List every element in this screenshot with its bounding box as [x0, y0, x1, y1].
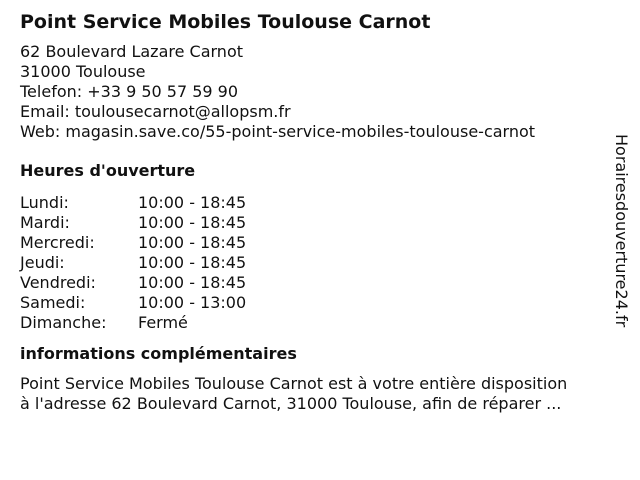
- info-heading: informations complémentaires: [20, 344, 297, 363]
- hours-day: Jeudi:: [20, 253, 65, 272]
- hours-day: Lundi:: [20, 193, 69, 212]
- hours-day: Samedi:: [20, 293, 86, 312]
- hours-time: 10:00 - 18:45: [138, 213, 247, 232]
- hours-day: Mardi:: [20, 213, 70, 232]
- hours-time: 10:00 - 18:45: [138, 273, 247, 292]
- hours-row-saturday: [20, 293, 610, 313]
- hours-table: [20, 193, 610, 333]
- hours-day: Dimanche:: [20, 313, 107, 332]
- address-city: 31000 Toulouse: [20, 62, 146, 81]
- info-description-line-1: Point Service Mobiles Toulouse Carnot est à votre entière disposition: [20, 374, 568, 393]
- hours-time: 10:00 - 13:00: [138, 293, 247, 312]
- hours-row-friday: [20, 273, 610, 293]
- hours-day: Vendredi:: [20, 273, 96, 292]
- store-card: [20, 10, 610, 414]
- hours-time: 10:00 - 18:45: [138, 253, 247, 272]
- phone-line: Telefon: +33 9 50 57 59 90: [20, 82, 239, 101]
- hours-row-sunday: [20, 313, 610, 333]
- brand-watermark: Horairesdouverture24.fr: [612, 134, 631, 328]
- address-street: 62 Boulevard Lazare Carnot: [20, 42, 244, 61]
- info-description-line-2: à l'adresse 62 Boulevard Carnot, 31000 Toulouse, afin de réparer ...: [20, 394, 562, 413]
- hours-time: 10:00 - 18:45: [138, 193, 247, 212]
- hours-time: Fermé: [138, 313, 188, 332]
- hours-row-thursday: [20, 253, 610, 273]
- email-line: Email: toulousecarnot@allopsm.fr: [20, 102, 291, 121]
- hours-time: 10:00 - 18:45: [138, 233, 247, 252]
- hours-row-monday: [20, 193, 610, 213]
- web-line: Web: magasin.save.co/55-point-service-mobiles-toulouse-carnot: [20, 122, 536, 141]
- hours-heading: Heures d'ouverture: [20, 161, 196, 180]
- hours-row-tuesday: [20, 213, 610, 233]
- hours-day: Mercredi:: [20, 233, 95, 252]
- hours-row-wednesday: [20, 233, 610, 253]
- store-name: Point Service Mobiles Toulouse Carnot: [20, 11, 431, 33]
